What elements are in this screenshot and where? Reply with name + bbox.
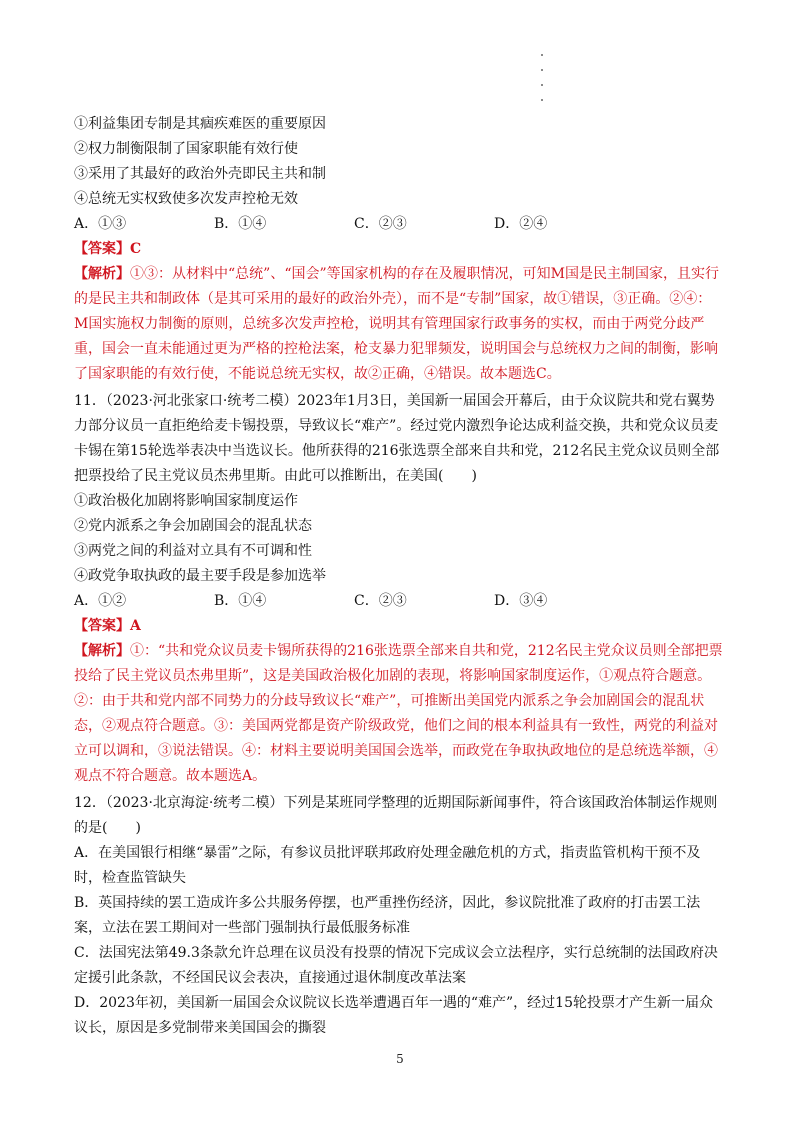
answer-value: A [130,618,141,634]
analysis-label: 【解析】 [74,266,130,282]
answer-value: C [130,241,142,257]
q11-stem: 11．（2023·河北张家口·统考二模）2023年1月3日，美国新一届国会开幕后，由于众议院共和党右翼势力部分议员一直拒绝给麦卡锡投票，导致议长“难产”。经过党内激烈争论达成利益交换，共和党众议员麦卡锡在第15轮选举表决中当选议长。他所获得的216张选票全部来自共和党，212名民主党众议员则全部把票投给了民主党议员杰弗里斯。由此可以推断出，在美国( ) [74,393,720,484]
q12-option-c: C．法国宪法第49.3条款允许总理在议员没有投票的情况下完成议会立法程序，实行总统制的法国政府决定援引此条款，不经国民议会表决，直接通过退休制度改革法案 [74,945,718,986]
q11-statement: ①政治极化加剧将影响国家制度运作 [74,493,298,509]
q10-options [74,212,724,237]
answer-label: 【答案】 [74,241,130,257]
q11-statement: ③两党之间的利益对立具有不可调和性 [74,543,312,559]
q10-option-a: A．①③ [74,216,127,232]
q10-option-b: B．①④ [214,216,267,232]
q10-statements [74,112,724,212]
q12-stem: 12．（2023·北京海淀·统考二模）下列是某班同学整理的近期国际新闻事件，符合该国政治体制运作规则的是( ) [74,795,718,836]
q11-statements [74,489,724,589]
q11-option-b: B．①④ [214,593,267,609]
q12-option-a: A．在美国银行相继“暴雷”之际，有参议员批评联邦政府处理金融危机的方式，指责监管机构干预不及时，检查监管缺失 [74,845,701,886]
q10-statement: ①利益集团专制是其痼疾难医的重要原因 [74,116,326,132]
q10-option-d: D．②④ [494,216,548,232]
q11-option-a: A．①② [74,593,127,609]
q10-analysis [74,262,724,387]
analysis-text: ①③：从材料中“总统”、“国会”等国家机构的存在及履职情况，可知M国是民主制国家，且实行的是民主共和制政体（是其可采用的最好的政治外壳），而不是“专制”国家，故①错误，③正确。②④：M国实施权力制衡的原则，总统多次发声控枪，说明其有管理国家行政事务的实权，而由于两党分歧严重，国会一直未能通过更为严格的控枪法案，枪支暴力犯罪频发，说明国会与总统权力之间的制衡，影响了国家职能的有效行使，不能说总统无实权，故②正确，④错误。故本题选C。 [74,266,719,382]
q11-option-d: D．③④ [494,593,548,609]
answer-label: 【答案】 [74,618,130,634]
q11-options [74,589,724,614]
q11-answer [74,614,724,639]
analysis-text: ①：“共和党众议员麦卡锡所获得的216张选票全部来自共和党，212名民主党众议员则全部把票投给了民主党议员杰弗里斯”，这是美国政治极化加剧的表现，将影响国家制度运作，①观点符合题意。②：由于共和党内部不同势力的分歧导致议长“难产”，可推断出美国党内派系之争会加剧国会的混乱状态，②观点符合题意。③：美国两党都是资产阶级政党，他们之间的根本利益具有一致性，两党的利益对立可以调和，③说法错误。④：材料主要说明美国国会选举，而政党在争取执政地位的是总统选举额，④观点不符合题意。故本题选A。 [74,643,723,784]
q10-statement: ④总统无实权致使多次发声控枪无效 [74,191,298,207]
q10-option-c: C．②③ [354,216,407,232]
q11-statement: ②党内派系之争会加剧国会的混乱状态 [74,518,312,534]
q12-option-b: B．英国持续的罢工造成许多公共服务停摆，也严重挫伤经济，因此，参议院批准了政府的打击罢工法案，立法在罢工期间对一些部门强制执行最低服务标准 [74,895,701,936]
page-number: 5 [396,1052,404,1066]
content-area [74,112,724,1041]
q12-option-d: D．2023年初，美国新一届国会众议院议长选举遭遇百年一遇的“难产”，经过15轮投票才产生新一届众议长，原因是多党制带来美国国会的撕裂 [74,995,713,1036]
q11-analysis [74,639,724,789]
q10-answer [74,237,724,262]
q10-statement: ③采用了其最好的政治外壳即民主共和制 [74,166,326,182]
q11-option-c: C．②③ [354,593,407,609]
q10-statement: ②权力制衡限制了国家职能有效行使 [74,141,298,157]
scan-dots-decoration [541,54,545,114]
q11-statement: ④政党争取执政的最主要手段是参加选举 [74,568,326,584]
analysis-label: 【解析】 [74,643,130,659]
